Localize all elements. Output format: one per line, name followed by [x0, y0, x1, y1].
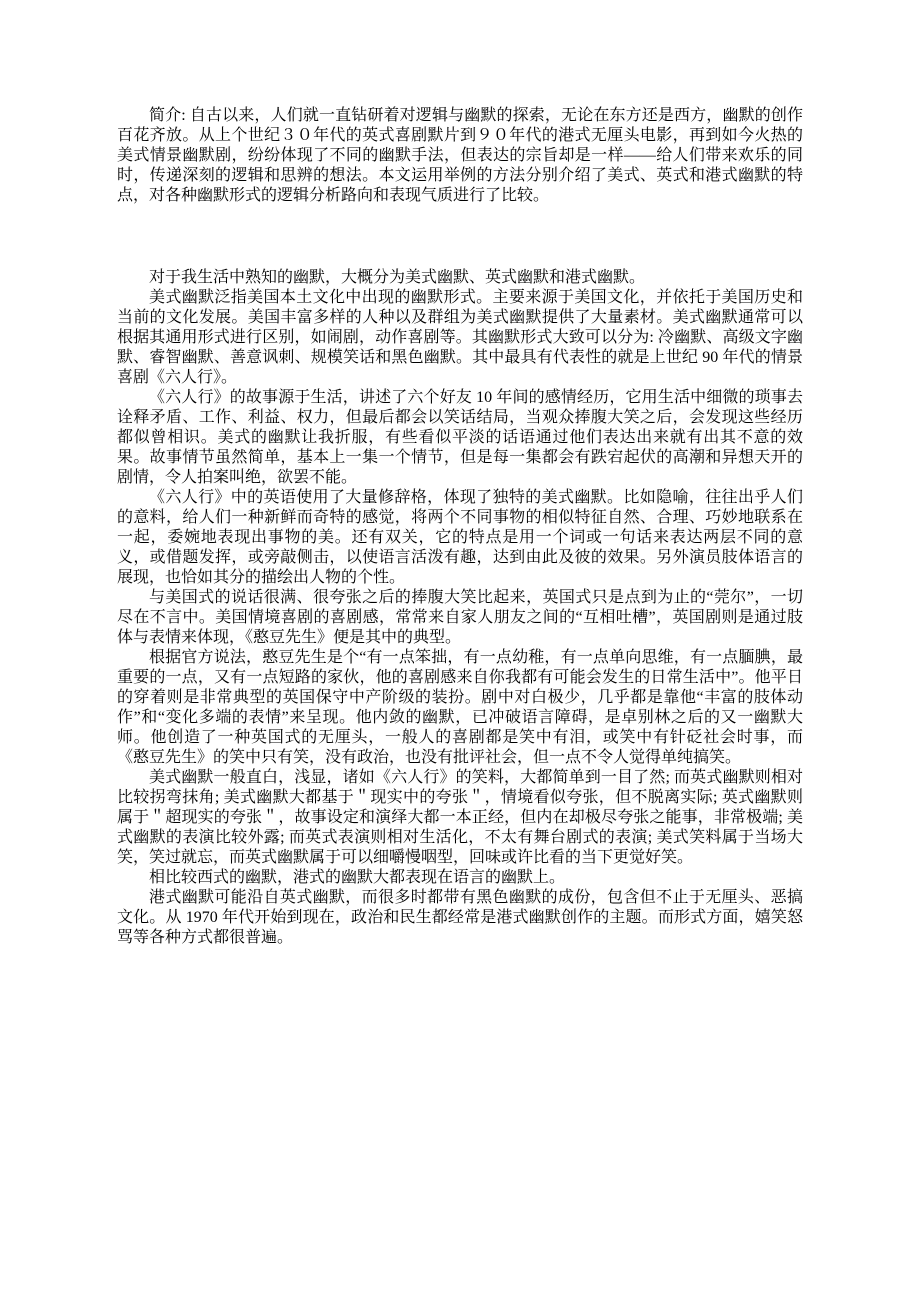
body-paragraph-4: 《六人行》中的英语使用了大量修辞格，体现了独特的美式幽默。比如隐喻，往往出乎人们的意料，给人们一种新鲜而奇特的感觉，将两个不同事物的相似特征自然、合理、巧妙地联系在一起，委婉地表现出事物的美。还有双关，它的特点是用一个词或一句话来表达两层不同的意义，或借题发挥，或旁敲侧击，以使语言活泼有趣，达到由此及彼的效果。另外演员肢体语言的展现，也恰如其分的描绘出人物的个性。: [117, 489, 803, 586]
body-paragraph-9: 港式幽默可能沿自英式幽默，而很多时都带有黑色幽默的成份，包含但不止于无厘头、恶搞文化。从 1970 年代开始到现在，政治和民生都经常是港式幽默创作的主题。而形式方面，嬉笑怒骂等各种方式都很普遍。: [117, 889, 803, 946]
body-paragraph-2: 美式幽默泛指美国本土文化中出现的幽默形式。主要来源于美国文化，并依托于美国历史和当前的文化发展。美国丰富多样的人种以及群组为美式幽默提供了大量素材。美式幽默通常可以根据其通用形式进行区别，如闹剧，动作喜剧等。其幽默形式大致可以分为: 冷幽默、高级文字幽默、睿智幽默、善意讽刺、规模笑话和黑色幽默。其中最具有代表性的就是上世纪 90 年代的情景喜剧《六人行》。: [117, 289, 803, 386]
body-paragraph-5: 与美国式的说话很满、很夸张之后的捧腹大笑比起来，英国式只是点到为止的“莞尔”，一切尽在不言中。美国情境喜剧的喜剧感，常常来自家人朋友之间的“互相吐槽”，英国剧则是通过肢体与表情来体现，《憨豆先生》便是其中的典型。: [117, 589, 803, 646]
document-body: [117, 268, 803, 948]
intro-paragraph: 简介: 自古以来，人们就一直钻研着对逻辑与幽默的探索，无论在东方还是西方，幽默的创作百花齐放。从上个世纪３０年代的英式喜剧默片到９０年代的港式无厘头电影，再到如今火热的美式情景幽默剧，纷纷体现了不同的幽默手法，但表达的宗旨却是一样——给人们带来欢乐的同时，传递深刻的逻辑和思辨的想法。本文运用举例的方法分别介绍了美式、英式和港式幽默的特点，对各种幽默形式的逻辑分析路向和表现气质进行了比较。: [117, 107, 803, 204]
body-paragraph-8: 相比较西式的幽默，港式的幽默大都表现在语言的幽默上。: [149, 869, 566, 886]
body-paragraph-7: 美式幽默一般直白，浅显，诸如《六人行》的笑料，大都简单到一目了然; 而英式幽默则相对比较拐弯抹角; 美式幽默大都基于＂现实中的夸张＂，情境看似夸张，但不脱离实际; 英式幽默则属于＂超现实的夸张＂，故事设定和演绎大都一本正经，但内在却极尽夸张之能事，非常极端; 美式幽默的表演比较外露; 而英式表演则相对生活化，不太有舞台剧式的表演; 美式笑料属于当场大笑，笑过就忘，而英式幽默属于可以细嚼慢咽型，回味或许比看的当下更觉好笑。: [117, 769, 803, 866]
body-paragraph-3: 《六人行》的故事源于生活，讲述了六个好友 10 年间的感情经历，它用生活中细微的琐事去诠释矛盾、工作、利益、权力，但最后都会以笑话结局，当观众捧腹大笑之后，会发现这些经历都似曾相识。美式的幽默让我折服，有些看似平淡的话语通过他们表达出来就有出其不意的效果。故事情节虽然简单，基本上一集一个情节，但是每一集都会有跌宕起伏的高潮和异想天开的剧情，令人拍案叫绝，欲罢不能。: [117, 389, 803, 486]
body-paragraph-1: 对于我生活中熟知的幽默，大概分为美式幽默、英式幽默和港式幽默。: [149, 269, 646, 286]
body-paragraph-6: 根据官方说法，憨豆先生是个“有一点笨拙，有一点幼稚，有一点单向思维，有一点腼腆，最重要的一点，又有一点短路的家伙，他的喜剧感来自你我都有可能会发生的日常生活中”。他平日的穿着则是非常典型的英国保守中产阶级的装扮。剧中对白极少，几乎都是靠他“丰富的肢体动作”和“变化多端的表情”来呈现。他内敛的幽默，已冲破语言障碍，是卓别林之后的又一幽默大师。他创造了一种英国式的无厘头，一般人的喜剧都是笑中有泪，或笑中有针砭社会时事，而《憨豆先生》的笑中只有笑，没有政治，也没有批评社会，但一点不令人觉得单纯搞笑。: [117, 649, 803, 766]
